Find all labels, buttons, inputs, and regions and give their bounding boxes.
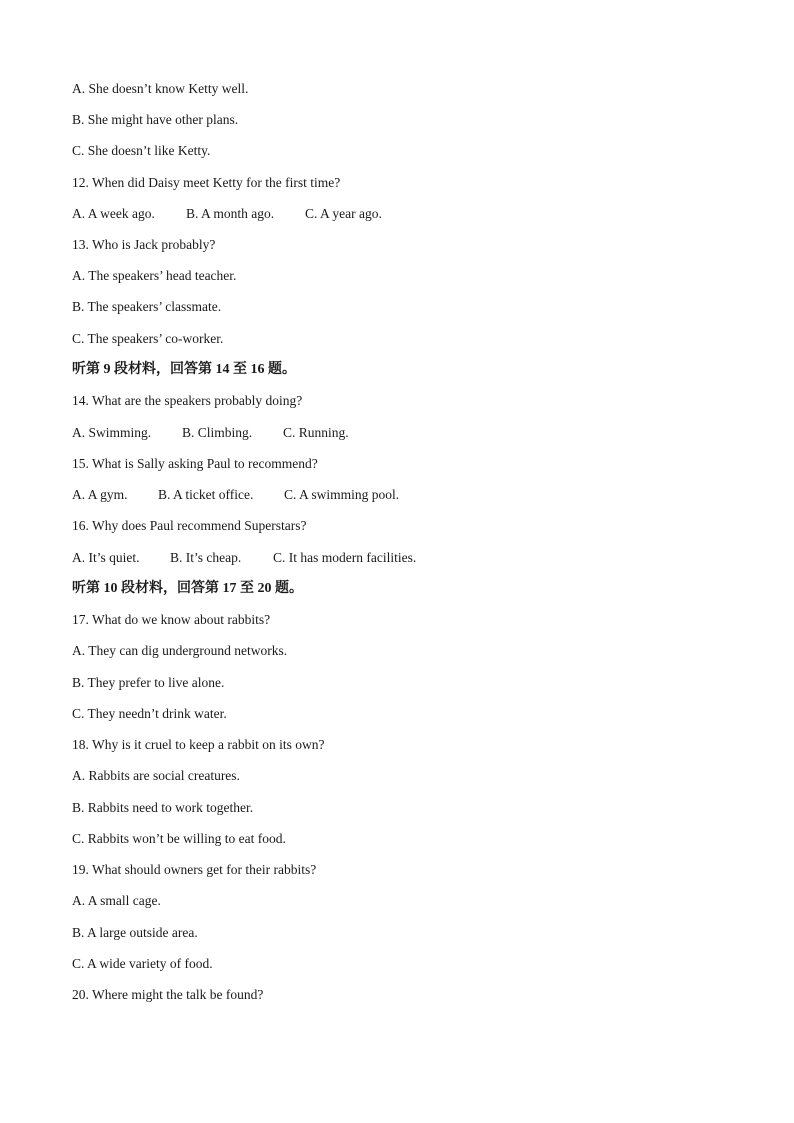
- options-row: [72, 205, 382, 223]
- question-18: 18. Why is it cruel to keep a rabbit on its own?: [72, 737, 325, 752]
- option-line: C. The speakers’ co-worker.: [72, 331, 224, 346]
- option-line: C. They needn’t drink water.: [72, 706, 227, 721]
- options-row: [72, 486, 399, 504]
- option-line: B. Rabbits need to work together.: [72, 800, 254, 815]
- question-12: 12. When did Daisy meet Ketty for the first time?: [72, 175, 341, 190]
- option-b: B. Climbing.: [182, 425, 253, 440]
- question-20: 20. Where might the talk be found?: [72, 987, 264, 1002]
- option-c: C. A year ago.: [305, 206, 382, 221]
- question-15: 15. What is Sally asking Paul to recommend?: [72, 456, 318, 471]
- question-13: 13. Who is Jack probably?: [72, 237, 216, 252]
- option-line: B. She might have other plans.: [72, 112, 239, 127]
- option-b: B. A month ago.: [186, 206, 275, 221]
- option-line: B. They prefer to live alone.: [72, 675, 225, 690]
- option-c: C. It has modern facilities.: [273, 550, 417, 565]
- options-row: [72, 424, 349, 442]
- question-19: 19. What should owners get for their rabbits?: [72, 862, 317, 877]
- options-row: [72, 549, 416, 567]
- option-line: C. A wide variety of food.: [72, 956, 213, 971]
- question-14: 14. What are the speakers probably doing?: [72, 393, 303, 408]
- question-17: 17. What do we know about rabbits?: [72, 612, 271, 627]
- option-b: B. It’s cheap.: [170, 550, 242, 565]
- question-16: 16. Why does Paul recommend Superstars?: [72, 518, 307, 533]
- section-heading: 听第 10 段材料，回答第 17 至 20 题。: [72, 581, 303, 596]
- option-c: C. Running.: [283, 425, 349, 440]
- section-heading: 听第 9 段材料，回答第 14 至 16 题。: [72, 362, 296, 377]
- option-line: A. They can dig underground networks.: [72, 643, 288, 658]
- option-line: C. Rabbits won’t be willing to eat food.: [72, 831, 286, 846]
- option-a: A. Swimming.: [72, 425, 152, 440]
- option-a: A. A week ago.: [72, 206, 155, 221]
- option-line: C. She doesn’t like Ketty.: [72, 143, 211, 158]
- option-line: A. She doesn’t know Ketty well.: [72, 81, 249, 96]
- option-line: A. The speakers’ head teacher.: [72, 268, 237, 283]
- option-line: A. Rabbits are social creatures.: [72, 768, 240, 783]
- option-b: B. A ticket office.: [158, 487, 254, 502]
- option-a: A. A gym.: [72, 487, 128, 502]
- option-c: C. A swimming pool.: [284, 487, 400, 502]
- option-a: A. It’s quiet.: [72, 550, 140, 565]
- option-line: A. A small cage.: [72, 893, 161, 908]
- option-line: B. A large outside area.: [72, 925, 198, 940]
- option-line: B. The speakers’ classmate.: [72, 299, 222, 314]
